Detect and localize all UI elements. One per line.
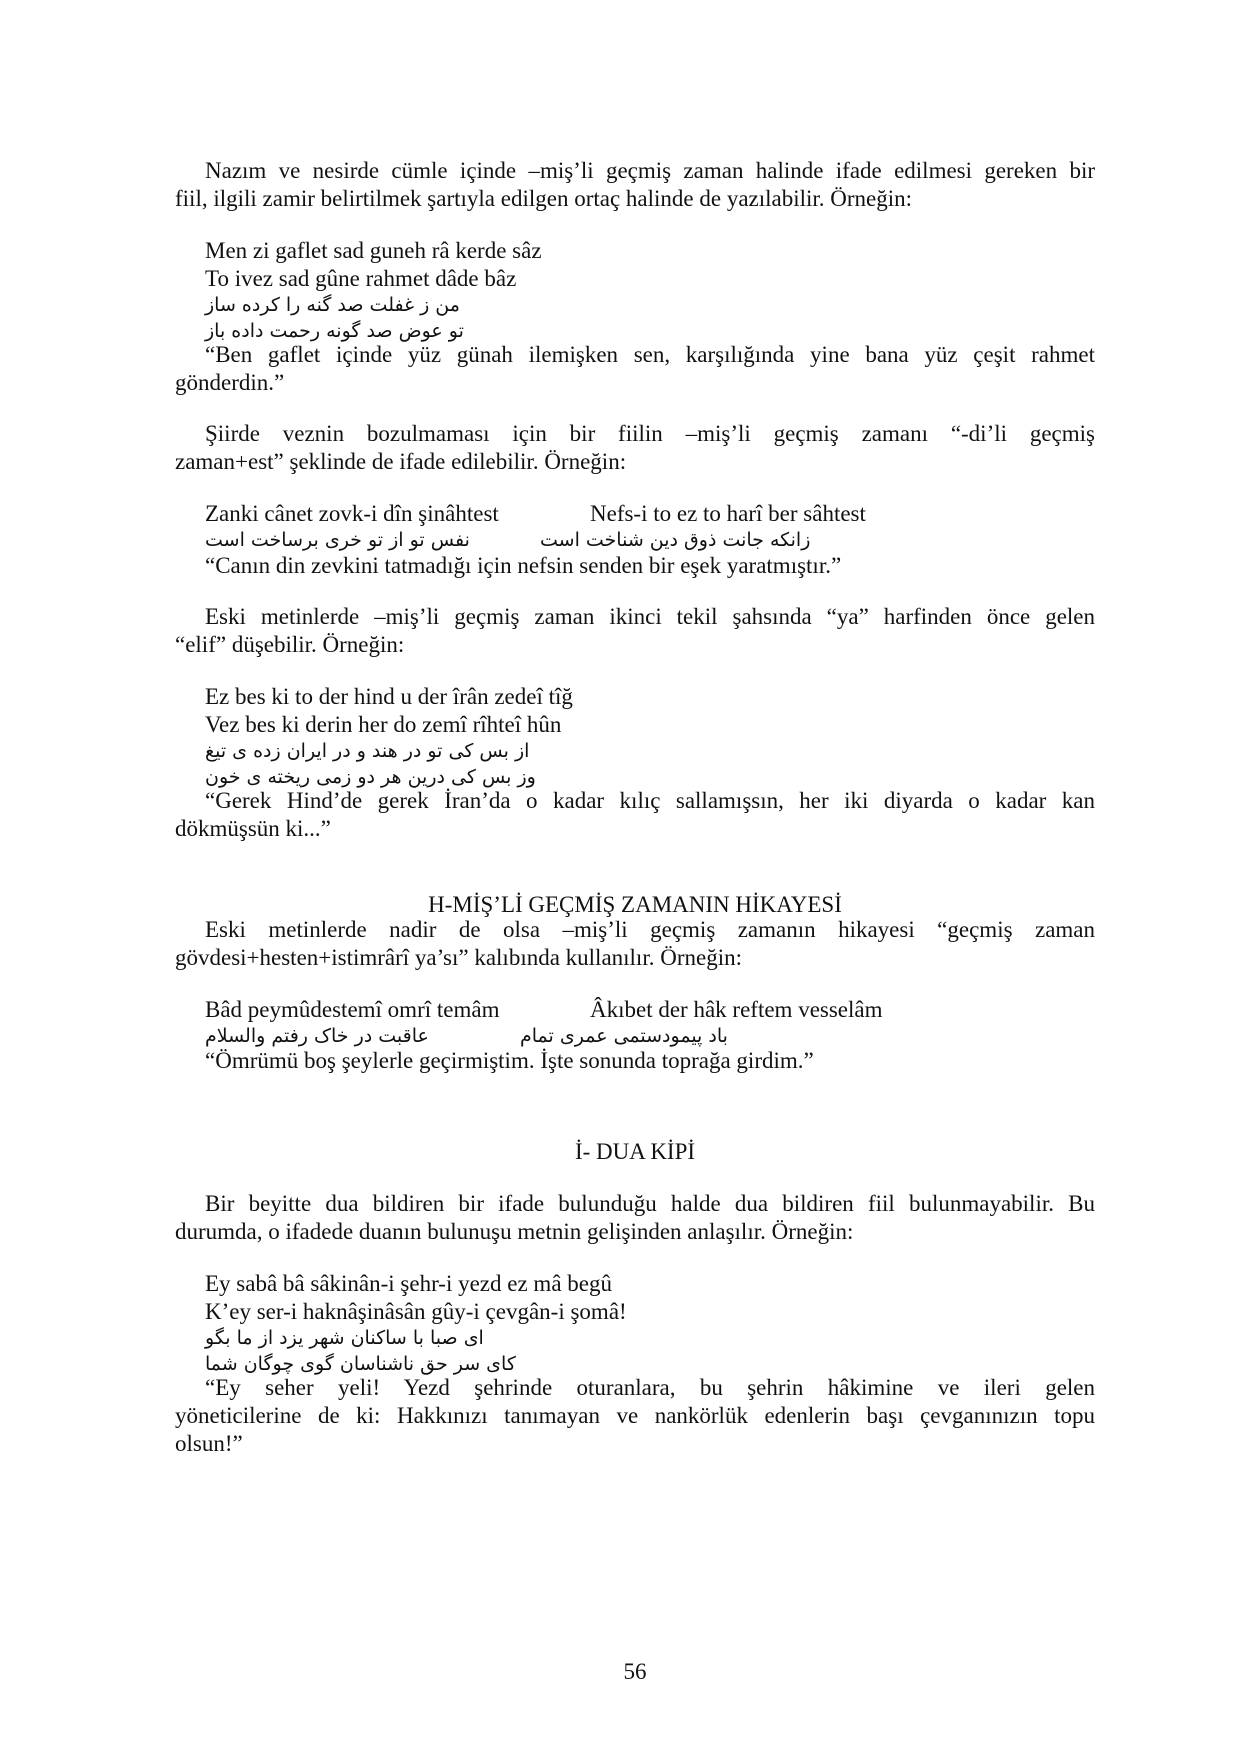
translation-line-1: “Gerek Hind’de gerek İran’da o kadar kılıç sallamışsın, her iki diyarda o kadar kan [205, 788, 1095, 813]
verse-arabic: از بس کی تو در هند و در ایران زده ی تیغ [205, 740, 530, 762]
verse-arabic: کای سر حق ناشناسان گوی چوگان شما [205, 1353, 516, 1375]
verse-latin-hemistich-b: Âkıbet der hâk reftem vesselâm [590, 997, 883, 1022]
verse-arabic: وز بس کی درین هر دو زمی ریخته ی خون [205, 766, 536, 788]
verse-latin: Men zi gaflet sad guneh râ kerde sâz [205, 238, 542, 263]
translation-line-2: yöneticilerine de ki: Hakkınızı tanımayan ve nankörlük edenlerin başı çevganınızın topu [175, 1403, 1095, 1428]
verse-arabic: ای صبا با ساکنان شهر یزد از ما بگو [205, 1327, 484, 1349]
elif-line-1: Eski metinlerde –miş’li geçmiş zaman ikinci tekil şahsında “ya” harfinden önce gelen [205, 604, 1095, 629]
verse-latin-hemistich-a: Bâd peymûdestemî omrî temâm [205, 997, 500, 1022]
meter-line-1: Şiirde veznin bozulmaması için bir fiilin –miş’li geçmiş zamanı “-di’li geçmiş [205, 421, 1095, 446]
translation-line-2: gönderdin.” [175, 370, 285, 395]
verse-latin-hemistich-b: Nefs-i to ez to harî ber sâhtest [590, 501, 866, 526]
verse-latin: Ez bes ki to der hind u der îrân zedeî tîğ [205, 684, 573, 709]
verse-latin-hemistich-a: Zanki cânet zovk-i dîn şinâhtest [205, 501, 499, 526]
verse-latin: To ivez sad gûne rahmet dâde bâz [205, 266, 517, 291]
intro-line-1: Nazım ve nesirde cümle içinde –miş’li geçmiş zaman halinde ifade edilmesi gereken bir [205, 158, 1095, 183]
translation-line-1: “Ben gaflet içinde yüz günah ilemişken sen, karşılığında yine bana yüz çeşit rahmet [205, 342, 1095, 367]
verse-latin: Vez bes ki derin her do zemî rîhteî hûn [205, 712, 562, 737]
intro-line-2: fiil, ilgili zamir belirtilmek şartıyla edilgen ortaç halinde de yazılabilir. Örneğin: [175, 186, 913, 211]
meter-line-2: zaman+est” şeklinde de ifade edilebilir. Örneğin: [175, 449, 627, 474]
hikaye-line-2: gövdesi+hesten+istimrârî ya’sı” kalıbında kullanılır. Örneğin: [175, 945, 742, 970]
dua-line-2: durumda, o ifadede duanın bulunuşu metnin gelişinden anlaşılır. Örneğin: [175, 1219, 854, 1244]
verse-arabic-hemistich-a: باد پیمودستمی عمری تمام [520, 1025, 728, 1047]
verse-latin: Ey sabâ bâ sâkinân-i şehr-i yezd ez mâ begû [205, 1271, 612, 1296]
translation-line: “Canın din zevkini tatmadığı için nefsin senden bir eşek yaratmıştır.” [205, 553, 842, 578]
verse-arabic-hemistich-b: نفس تو از تو خری برساخت است [205, 529, 470, 551]
dua-line-1: Bir beyitte dua bildiren bir ifade bulunduğu halde dua bildiren fiil bulunmayabilir. Bu [205, 1191, 1095, 1216]
verse-latin: K’ey ser-i haknâşinâsân gûy-i çevgân-i şomâ! [205, 1299, 627, 1324]
verse-arabic: تو عوض صد گونه رحمت داده باز [205, 320, 464, 342]
verse-arabic: من ز غفلت صد گنه را کرده ساز [205, 294, 460, 316]
elif-line-2: “elif” düşebilir. Örneğin: [175, 632, 405, 657]
translation-line-3: olsun!” [175, 1431, 243, 1456]
hikaye-line-1: Eski metinlerde nadir de olsa –miş’li geçmiş zamanın hikayesi “geçmiş zaman [205, 917, 1095, 942]
translation-line-2: dökmüşsün ki...” [175, 816, 331, 841]
section-heading: İ- DUA KİPİ [574, 1139, 696, 1164]
translation-line: “Ömrümü boş şeylerle geçirmiştim. İşte sonunda toprağa girdim.” [205, 1048, 814, 1073]
verse-arabic-hemistich-a: زانکه جانت ذوق دین شناخت است [540, 529, 811, 551]
section-heading: H-MİŞ’Lİ GEÇMİŞ ZAMANIN HİKAYESİ [428, 892, 842, 917]
verse-arabic-hemistich-b: عاقبت در خاک رفتم والسلام [205, 1025, 429, 1047]
page-number: 56 [623, 1659, 647, 1684]
translation-line-1: “Ey seher yeli! Yezd şehrinde oturanlara, bu şehrin hâkimine ve ileri gelen [205, 1375, 1095, 1400]
